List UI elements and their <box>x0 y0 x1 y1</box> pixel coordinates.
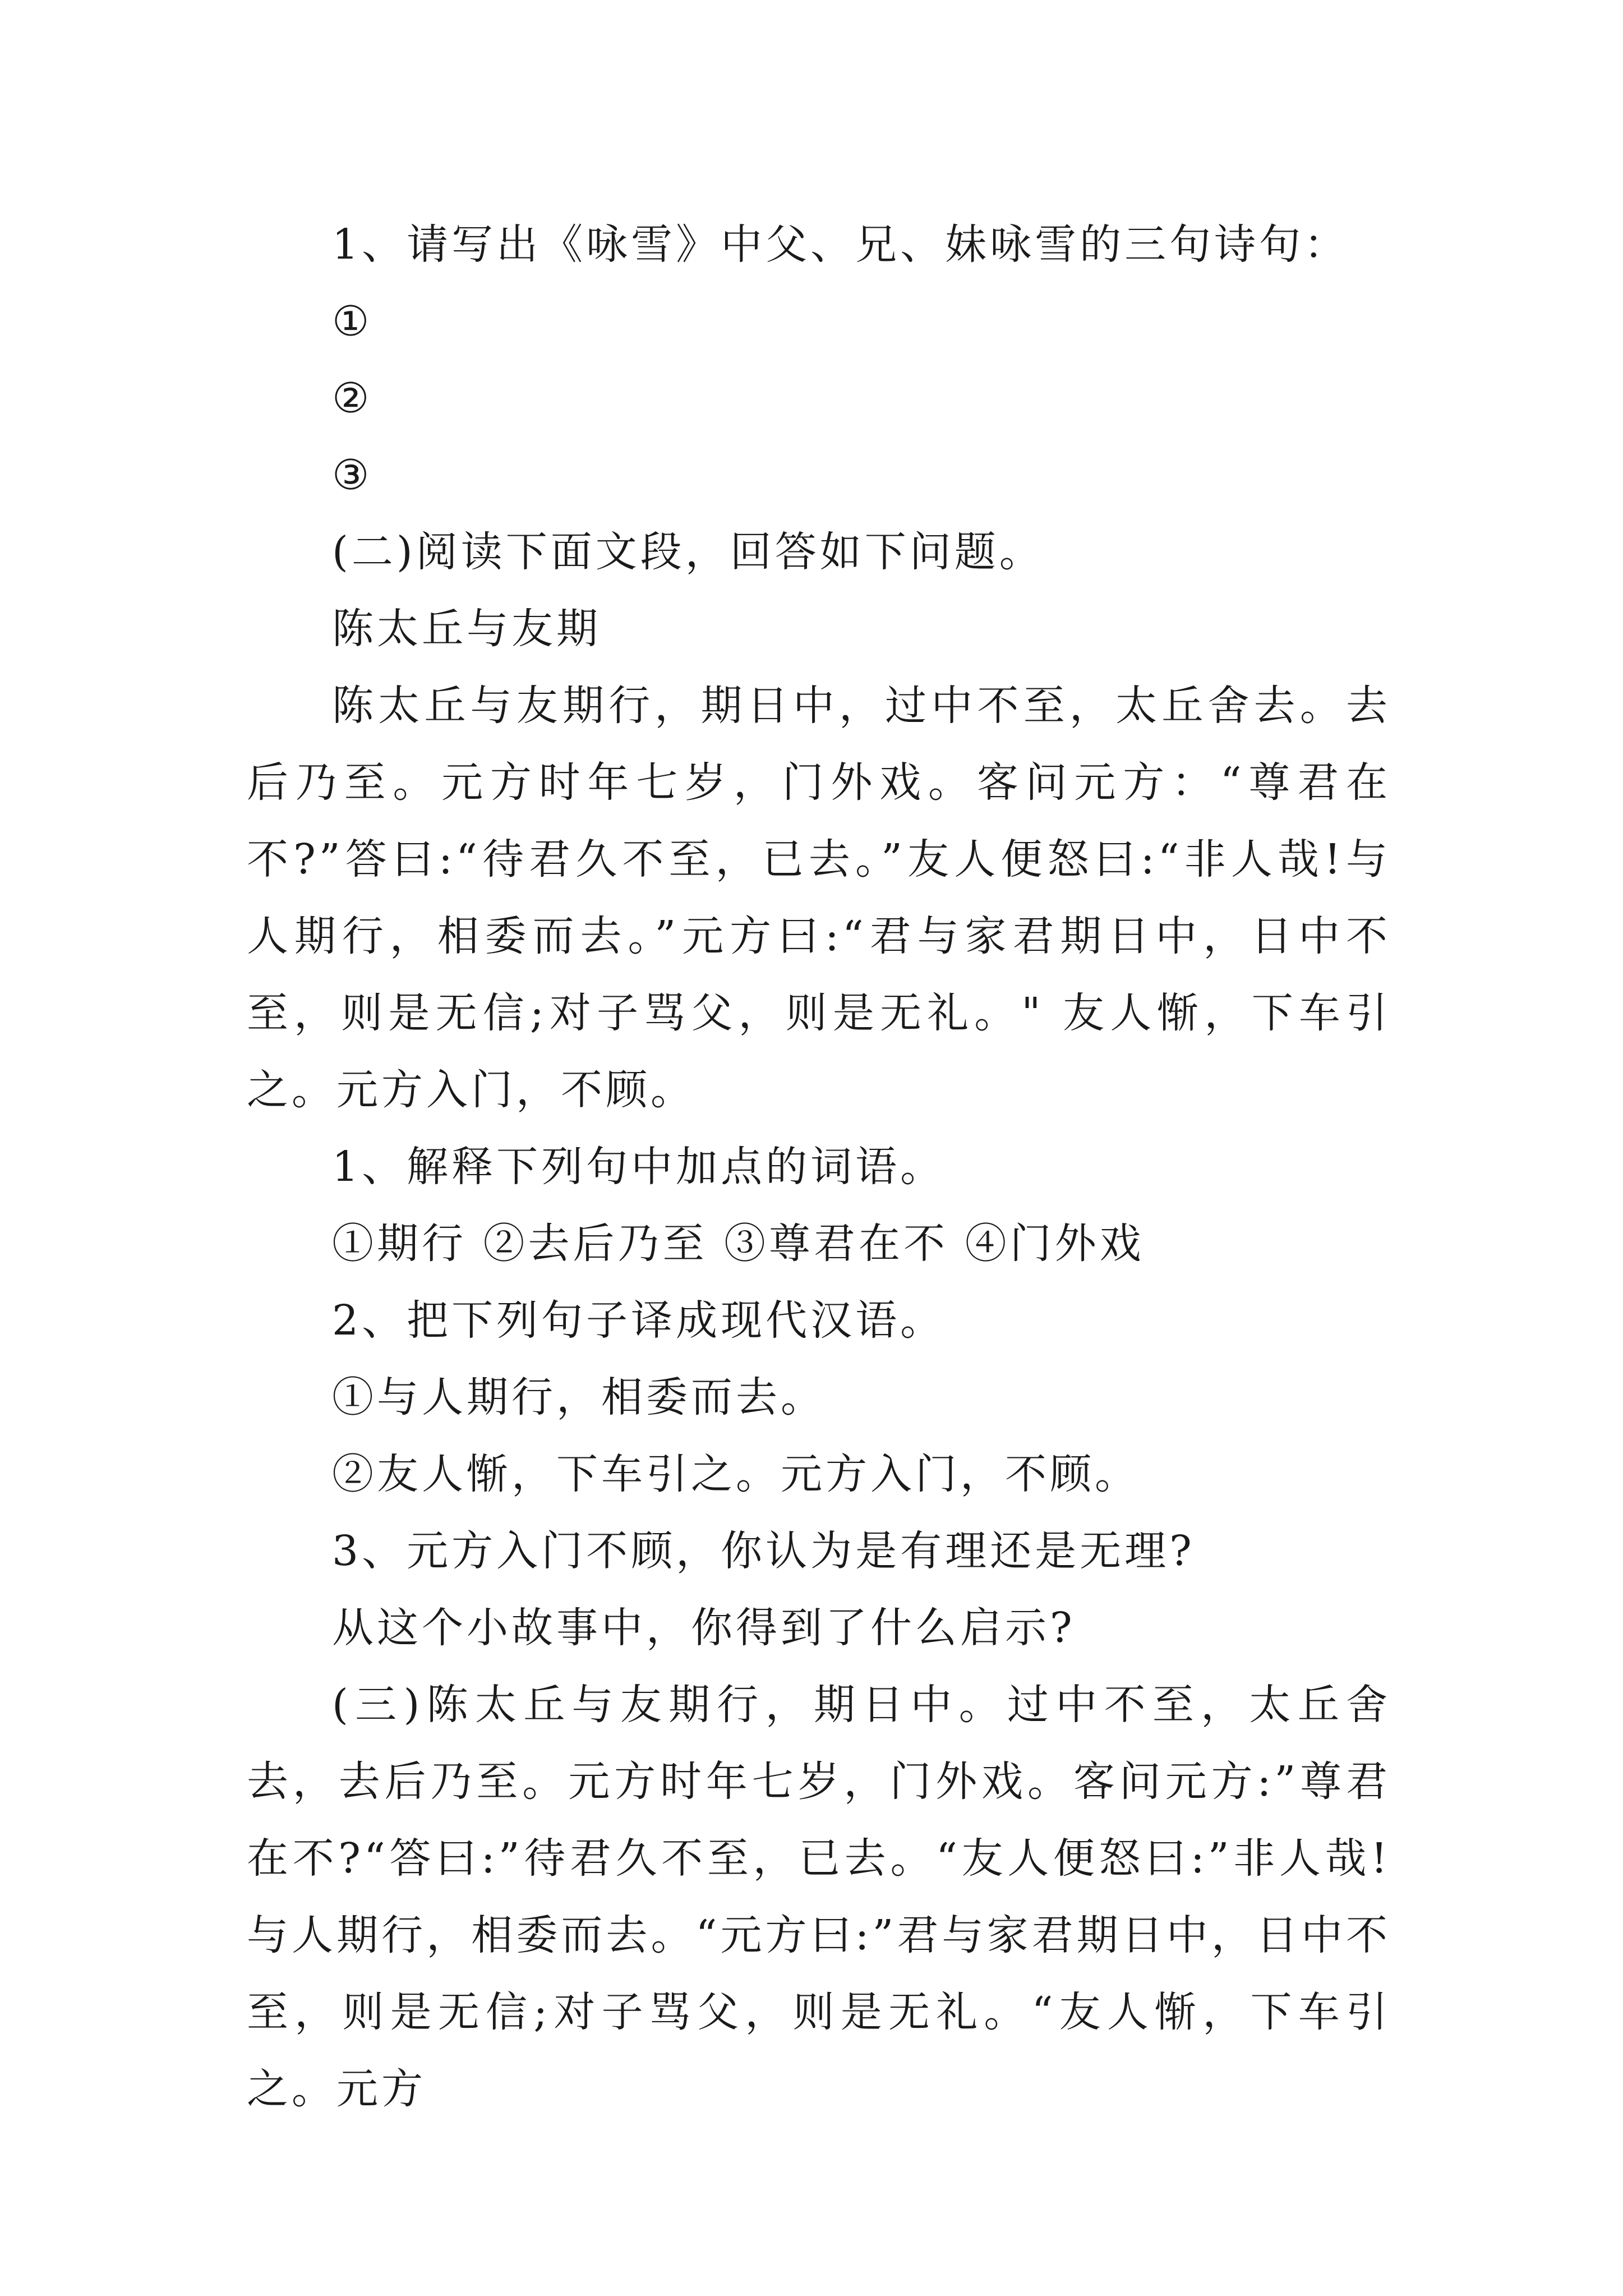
question-2-2-item-2: ②友人惭，下车引之。元方入门，不顾。 <box>332 1450 1140 1498</box>
passage-text: 陈太丘与友期行，期日中，过中不至，太丘舍去。去后乃至。元方时年七岁，门外戏。客问元方：“尊君在不?”答曰:“待君久不至，已去。”友人便怒曰:“非人哉!与人期行，相委而去。”元方曰:“君与家君期日中，日中不至，则是无信;对子骂父，则是无礼。" 友人惭，下车引之。元方入门，不顾。 <box>247 682 1391 1114</box>
section-3-passage: (三)陈太丘与友期行，期日中。过中不至，太丘舍去，去后乃至。元方时年七岁，门外戏。客问元方:”尊君在不?“答曰:”待君久不至，已去。“友人便怒曰:”非人哉!与人期行，相委而去。“元方曰:”君与家君期日中，日中不至，则是无信;对子骂父，则是无礼。“友人惭，下车引之。元方 <box>247 1681 1391 2113</box>
question-2-2: 2、把下列句子译成现代汉语。 <box>332 1296 946 1345</box>
answer-blank-1: ① <box>332 297 373 346</box>
question-1-heading: 1、请写出《咏雪》中父、兄、妹咏雪的三句诗句： <box>332 220 1349 269</box>
answer-blank-2: ② <box>332 374 373 422</box>
section-2-heading: (二)阅读下面文段，回答如下问题。 <box>332 528 1044 576</box>
passage-title: 陈太丘与友期 <box>332 605 601 653</box>
question-2-2-item-1: ①与人期行，相委而去。 <box>332 1373 826 1421</box>
document-body <box>247 206 1391 2128</box>
question-2-1: 1、解释下列句中加点的词语。 <box>332 1143 946 1191</box>
answer-blank-3: ③ <box>332 451 373 499</box>
question-2-4: 从这个小故事中，你得到了什么启示? <box>332 1604 1076 1652</box>
question-2-1-items: ①期行 ②去后乃至 ③尊君在不 ④门外戏 <box>332 1220 1145 1268</box>
question-2-3: 3、元方入门不顾，你认为是有理还是无理? <box>332 1527 1195 1575</box>
